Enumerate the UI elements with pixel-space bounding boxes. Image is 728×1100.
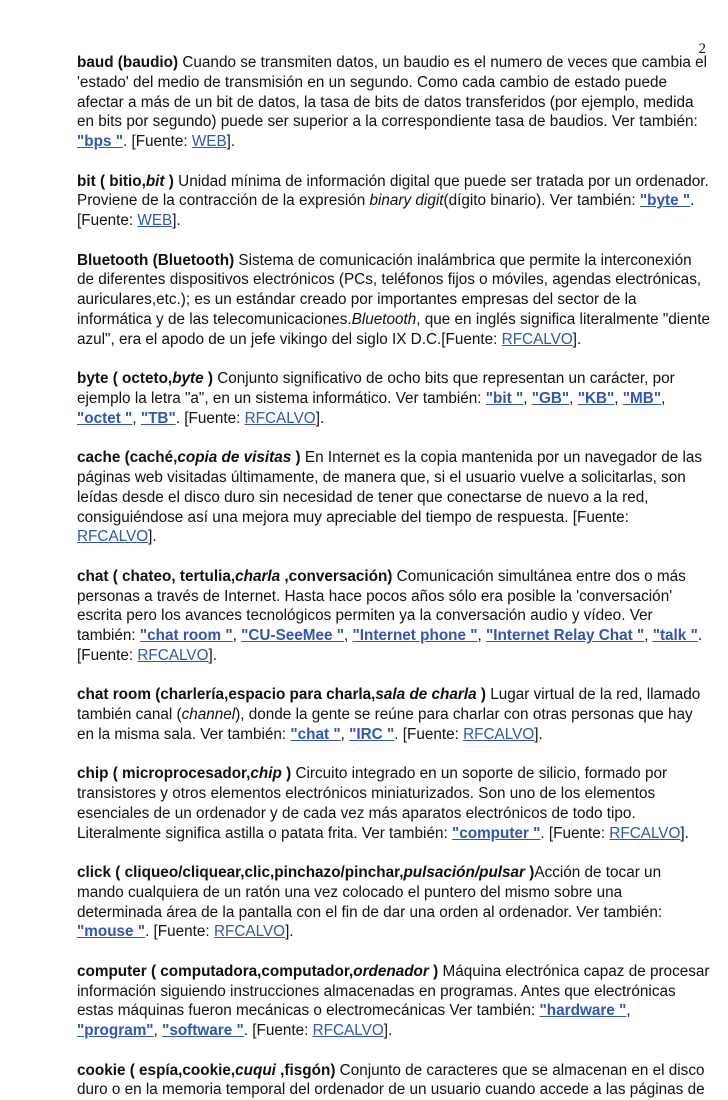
term-text: click ( cliqueo/cliquear,clic,pinchazo/pinchar, bbox=[77, 864, 404, 882]
term-text: ) bbox=[203, 370, 213, 388]
definition-text: ]. bbox=[383, 1022, 393, 1040]
definition-text: Acción de tocar un mando cualquiera de un ratón una vez colocado el puntero del mismo sobre una determinada área de la pantalla con el fin de dar una orden al ordenador. Ver también: bbox=[77, 864, 663, 921]
see-also-link[interactable]: "computer " bbox=[451, 824, 541, 842]
term-text: ) bbox=[525, 864, 535, 882]
definition-text: . [Fuente: bbox=[77, 627, 703, 664]
definition-text: , bbox=[344, 627, 353, 645]
definition-text: , bbox=[661, 389, 666, 407]
see-also-link[interactable]: "hardware " bbox=[539, 1002, 627, 1020]
source-link[interactable]: RFCALVO bbox=[244, 409, 316, 427]
definition-text: . [Fuente: bbox=[145, 923, 214, 941]
term-text: ) bbox=[291, 449, 301, 467]
glossary-entry-cache bbox=[77, 448, 711, 547]
definition-text: ]. bbox=[315, 409, 325, 427]
see-also-link[interactable]: "IRC " bbox=[349, 725, 395, 743]
definition-text: . [Fuente: bbox=[122, 133, 192, 151]
term-italic: copia de visitas bbox=[177, 449, 292, 467]
italic-text: binary digit bbox=[369, 192, 444, 210]
term-text: baud (baudio) bbox=[77, 54, 179, 71]
glossary-entry-baud bbox=[77, 53, 711, 152]
see-also-link[interactable]: "bit " bbox=[485, 389, 524, 407]
glossary-entry-byte bbox=[77, 369, 711, 428]
definition-text: , bbox=[614, 389, 623, 407]
see-also-link[interactable]: "KB" bbox=[577, 389, 615, 407]
term-text: ,conversación) bbox=[280, 567, 393, 585]
source-link[interactable]: RFCALVO bbox=[609, 824, 681, 842]
definition-text: , bbox=[477, 627, 487, 645]
see-also-link[interactable]: "program" bbox=[77, 1022, 154, 1040]
definition-text: . [Fuente: bbox=[243, 1022, 313, 1040]
glossary-entry-computer bbox=[77, 962, 711, 1041]
term-text: byte ( octeto, bbox=[77, 370, 173, 388]
term-text: ) bbox=[476, 686, 486, 704]
italic-text: channel bbox=[181, 706, 236, 724]
definition-text: . [Fuente: bbox=[394, 725, 464, 743]
term-italic: bit bbox=[145, 172, 165, 190]
definition-text: Comunicación simultánea entre dos o más personas a través de Internet. Hasta hace pocos años sólo era posible la 'conversación' escrita pero los avances tecnológicos permiten ya la conversación audio y vídeo. Ver también: bbox=[77, 567, 686, 645]
source-link[interactable]: RFCALVO bbox=[213, 923, 286, 941]
definition-text: Unidad mínima de información digital que puede ser tratada por un ordenador. Proviene de la contracción de la expresión bbox=[77, 172, 709, 210]
definition-text: , bbox=[523, 389, 532, 407]
term-text: chat room (charlería,espacio para charla, bbox=[77, 686, 376, 704]
see-also-link[interactable]: "GB" bbox=[531, 389, 570, 407]
term-text: chat ( chateo, tertulia, bbox=[77, 567, 236, 585]
definition-text: ]. bbox=[208, 646, 217, 664]
see-also-link[interactable]: "talk " bbox=[652, 627, 698, 645]
term-italic: charla bbox=[235, 567, 281, 585]
source-link[interactable]: RFCALVO bbox=[501, 330, 573, 348]
source-link[interactable]: RFCALVO bbox=[77, 528, 149, 546]
term-text: computer ( computadora,computador, bbox=[77, 962, 354, 980]
term-italic: sala de charla bbox=[375, 686, 477, 704]
definition-text: , bbox=[232, 627, 242, 645]
definition-text: ]. bbox=[680, 824, 689, 842]
definition-text: ]. bbox=[148, 528, 157, 546]
see-also-link[interactable]: "bps " bbox=[77, 133, 123, 151]
term-text: cookie ( espía,cookie, bbox=[77, 1061, 236, 1079]
definition-text: Cuando se transmiten datos, un baudio es el numero de veces que cambia el 'estado' del medio de transmisión en un segundo. Como cada cambio de estado puede afectar a más de un bit de datos, la tasa de bits de datos transferidos (por ejemplo, medida en bits por segundo) puede ser superior a la correspondiente tasa de baudios. Ver también: bbox=[77, 54, 708, 131]
see-also-link[interactable]: "chat " bbox=[290, 725, 341, 743]
term-text: ) bbox=[281, 765, 292, 783]
definition-text: , que en inglés significa literalmente "diente azul", era el apodo de un jefe vikingo del siglo IX D.C.[Fuente: bbox=[77, 310, 710, 348]
definition-text: Circuito integrado en un soporte de silicio, formado por transistores y otros elementos electrónicos miniaturizados. Son uno de los elementos esenciales de un ordenador y de cada vez más aparatos electrónicos de todo tipo. Literalmente significa astilla o patata frita. Ver también: bbox=[77, 765, 668, 842]
definition-text: , bbox=[153, 1022, 163, 1040]
term-text: cache (caché, bbox=[77, 449, 178, 467]
glossary-entry-chat-room bbox=[77, 685, 711, 744]
definition-text: ]. bbox=[285, 923, 294, 941]
see-also-link[interactable]: "MB" bbox=[622, 389, 662, 407]
see-also-link[interactable]: "Internet Relay Chat " bbox=[486, 627, 645, 645]
source-link[interactable]: RFCALVO bbox=[137, 646, 209, 664]
definition-text: ]. bbox=[172, 212, 181, 230]
term-text: Bluetooth (Bluetooth) bbox=[77, 251, 235, 269]
see-also-link[interactable]: "byte " bbox=[639, 192, 691, 210]
definition-text: ]. bbox=[534, 725, 543, 743]
definition-text: ]. bbox=[572, 330, 582, 348]
see-also-link[interactable]: "octet " bbox=[77, 409, 133, 427]
term-text: bit ( bitio, bbox=[77, 172, 146, 190]
definition-text: , bbox=[644, 627, 653, 645]
glossary-entry-cookie bbox=[77, 1061, 711, 1100]
definition-text: Lugar virtual de la red, llamado también canal ( bbox=[77, 686, 701, 724]
term-italic: pulsación/pulsar bbox=[403, 864, 526, 882]
definition-text: , bbox=[626, 1002, 631, 1020]
term-italic: byte bbox=[172, 370, 204, 388]
term-italic: cuqui bbox=[235, 1061, 276, 1079]
definition-text: Conjunto significativo de ocho bits que representan un carácter, por ejemplo la letra "a", en un sistema informático. Ver también: bbox=[77, 370, 675, 407]
see-also-link[interactable]: "TB" bbox=[140, 409, 176, 427]
definition-text: ]. bbox=[226, 133, 236, 151]
definition-text: . [Fuente: bbox=[540, 824, 610, 842]
term-text: ,fisgón) bbox=[275, 1061, 336, 1079]
definition-text: Sistema de comunicación inalámbrica que permite la interconexión de diferentes dispositivos electrónicos (PCs, teléfonos fijos o móviles, agendas electrónicas, auriculares,etc.); es un estándar creado por importantes empresas del sector de la informática y de las telecomunicaciones. bbox=[77, 251, 702, 328]
definition-text: . [Fuente: bbox=[77, 192, 695, 230]
definition-text: , bbox=[340, 725, 350, 743]
see-also-link[interactable]: "Internet phone " bbox=[352, 627, 478, 645]
definition-text: (dígito binario). Ver también: bbox=[443, 192, 640, 210]
definition-text: Conjunto de caracteres que se almacenan en el disco duro o en la memoria temporal del ordenador de un usuario cuando accede a las páginas de bbox=[77, 1061, 705, 1099]
see-also-link[interactable]: "software " bbox=[162, 1022, 244, 1040]
definition-text: . [Fuente: bbox=[175, 409, 245, 427]
definition-text: , bbox=[569, 389, 578, 407]
definition-text: , bbox=[132, 409, 141, 427]
glossary-entry-chip bbox=[77, 764, 711, 843]
definition-text: Máquina electrónica capaz de procesar información siguiendo instrucciones almacenadas en programas. Antes que electrónicas estas máquinas fueron mecánicas o electromecánicas Ver también: bbox=[77, 962, 710, 1020]
glossary-entry-bit bbox=[77, 172, 711, 231]
italic-text: Bluetooth bbox=[351, 310, 417, 328]
term-text: ) bbox=[428, 962, 439, 980]
term-text: chip ( microprocesador, bbox=[77, 765, 251, 783]
see-also-link[interactable]: "CU-SeeMee " bbox=[241, 627, 345, 645]
page-number: 2 bbox=[698, 41, 706, 57]
glossary-entry-bluetooth bbox=[77, 251, 711, 350]
definition-text: ), donde la gente se reúne para charlar con otras personas que hay en la misma sala. Ver también: bbox=[77, 706, 693, 743]
term-italic: chip bbox=[250, 765, 282, 783]
source-link[interactable]: WEB bbox=[191, 133, 227, 151]
source-link[interactable]: RFCALVO bbox=[463, 725, 535, 743]
see-also-link[interactable]: "chat room " bbox=[139, 627, 233, 645]
see-also-link[interactable]: "mouse " bbox=[77, 923, 146, 941]
source-link[interactable]: WEB bbox=[137, 212, 173, 230]
glossary-entry-chat bbox=[77, 567, 711, 666]
term-text: ) bbox=[164, 172, 174, 190]
source-link[interactable]: RFCALVO bbox=[312, 1022, 384, 1040]
glossary-entry-click bbox=[77, 863, 711, 942]
term-italic: ordenador bbox=[353, 962, 429, 980]
definition-text: En Internet es la copia mantenida por un navegador de las páginas web visitadas últimamente, de manera que, si el usuario vuelve a solicitarlas, son leídas desde el disco duro sin necesidad de tener que conectarse de nuevo a la red, consiguiéndose así una mejora muy apreciable del tiempo de respuesta. [Fuente: bbox=[77, 449, 703, 526]
